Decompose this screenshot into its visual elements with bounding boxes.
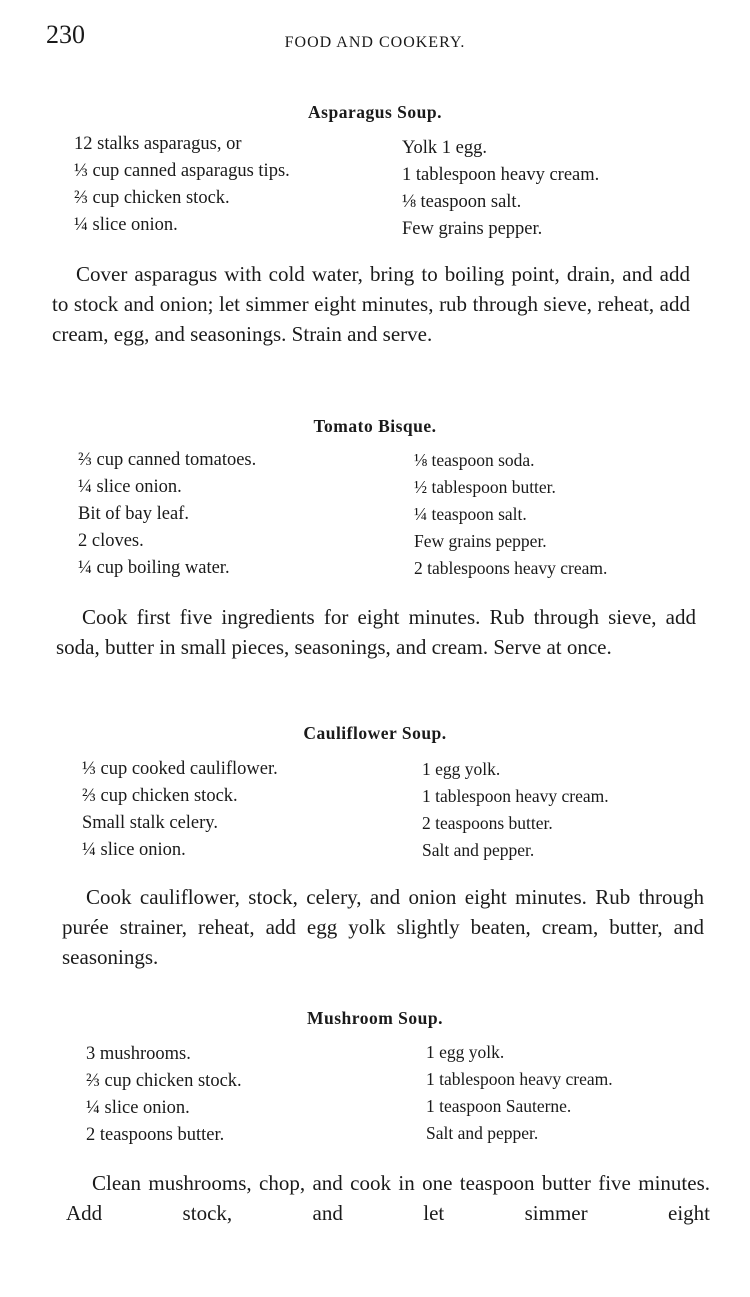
ingredient-column-left (82, 756, 278, 864)
ingredient: Few grains pepper. (402, 219, 543, 239)
ingredient: ⅛ teaspoon salt. (402, 192, 522, 212)
ingredient-column-right (426, 1039, 613, 1147)
ingredient: 2 teaspoons butter. (422, 813, 553, 833)
ingredient: ⅓ cup cooked cauliflower. (82, 759, 278, 779)
ingredient-column-left (78, 447, 256, 582)
ingredient: ½ tablespoon butter. (414, 477, 556, 497)
ingredient: ¼ cup boiling water. (78, 558, 230, 578)
ingredient: ⅔ cup canned tomatoes. (78, 450, 257, 470)
ingredient: ¼ slice onion. (78, 477, 182, 497)
ingredient: 2 cloves. (78, 531, 144, 551)
ingredient-column-right (402, 135, 599, 243)
ingredient: 1 tablespoon heavy cream. (402, 165, 600, 185)
ingredient-column-right (414, 447, 607, 582)
ingredient-column-left (74, 131, 290, 239)
ingredient: Bit of bay leaf. (78, 504, 189, 524)
ingredient-column-left (86, 1041, 242, 1149)
ingredient-list (0, 133, 750, 243)
page-number: 230 (46, 20, 85, 49)
ingredient: ¼ slice onion. (74, 215, 178, 235)
recipe-instructions: Cover asparagus with cold water, bring to boiling point, drain, and add to stock and onion; let simmer eight minutes, rub through sieve, reheat, add cream, egg, and seasonings. Strain and serve. (52, 262, 690, 346)
ingredient: 2 teaspoons butter. (86, 1125, 225, 1145)
ingredient: ⅔ cup chicken stock. (74, 188, 230, 208)
ingredient-list (0, 1039, 750, 1149)
ingredient: 1 egg yolk. (426, 1042, 505, 1062)
recipe-instructions: Cook first five ingredients for eight minutes. Rub through sieve, add soda, butter in small pieces, seasonings, and cream. Serve at once. (56, 605, 696, 659)
running-head: FOOD AND COOKERY. (284, 34, 466, 51)
ingredient: 12 stalks asparagus, or (74, 134, 242, 154)
ingredient: ⅛ teaspoon soda. (414, 450, 535, 470)
ingredient: Small stalk celery. (82, 813, 218, 833)
recipe-tomato-bisque (0, 416, 750, 587)
ingredient: ⅓ cup canned asparagus tips. (74, 161, 290, 181)
ingredient: ¼ slice onion. (82, 840, 186, 860)
ingredient-list (0, 447, 750, 587)
ingredient: ¼ slice onion. (86, 1098, 190, 1118)
ingredient: Salt and pepper. (426, 1123, 539, 1143)
recipe-instructions: Clean mushrooms, chop, and cook in one teaspoon butter five minutes. Add stock, and let simmer eight (66, 1171, 710, 1225)
recipe-title: Asparagus Soup. (308, 102, 442, 122)
ingredient: 1 egg yolk. (422, 759, 501, 779)
ingredient: 3 mushrooms. (86, 1044, 191, 1064)
ingredient: Yolk 1 egg. (402, 138, 487, 158)
ingredient: Salt and pepper. (422, 840, 535, 860)
recipe-title: Cauliflower Soup. (303, 723, 447, 743)
ingredient: Few grains pepper. (414, 531, 547, 551)
ingredient: 1 tablespoon heavy cream. (422, 786, 609, 806)
recipe-title: Tomato Bisque. (313, 416, 437, 436)
ingredient: ⅔ cup chicken stock. (82, 786, 238, 806)
recipe-asparagus-soup (0, 102, 750, 243)
ingredient: 1 tablespoon heavy cream. (426, 1069, 613, 1089)
recipe-instructions: Cook cauliflower, stock, celery, and onion eight minutes. Rub through purée strainer, reheat, add egg yolk slightly beaten, cream, butter, and seasonings. (62, 885, 704, 969)
ingredient-column-right (422, 756, 609, 864)
ingredient: ⅔ cup chicken stock. (86, 1071, 242, 1091)
recipe-cauliflower-soup (0, 723, 750, 864)
ingredient: 2 tablespoons heavy cream. (414, 558, 608, 578)
ingredient: 1 teaspoon Sauterne. (426, 1096, 572, 1116)
recipe-mushroom-soup (0, 1008, 750, 1149)
recipe-title: Mushroom Soup. (306, 1008, 444, 1028)
ingredient: ¼ teaspoon salt. (414, 504, 527, 524)
ingredient-list (0, 754, 750, 864)
